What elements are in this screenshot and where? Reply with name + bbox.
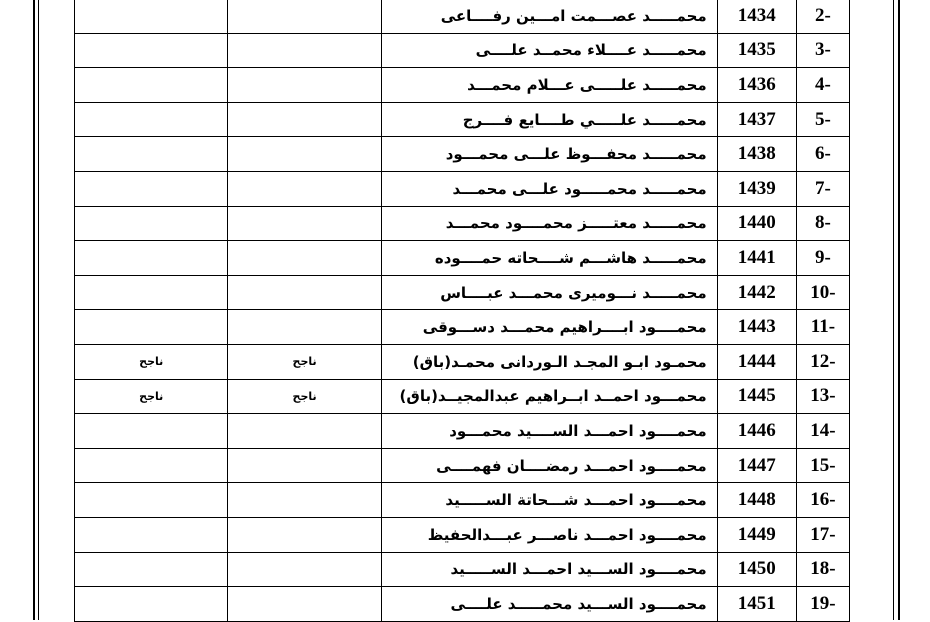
student-name-cell: محمــــود احمـــد رمضــــان فهمــــى [381,448,717,483]
page-border-right-inner [893,0,894,620]
table-row [75,587,850,622]
student-name-cell: محمـــــد عــــلاء محمــد علــــى [381,33,717,68]
result-cell-2: ناجح [75,379,228,414]
seat-number-cell: 1450 [717,552,796,587]
result-cell-1 [228,137,381,172]
result-cell-1 [228,206,381,241]
seat-number-cell: 1441 [717,241,796,276]
student-name-cell: محمـــود احمــد ابــراهيم عبدالمجيــد(باق) [381,379,717,414]
seat-number-cell: 1442 [717,275,796,310]
page-border-left-inner [38,0,39,620]
result-cell-1 [228,310,381,345]
student-name-cell: محمــــود ابــــراهيم محمـــد دســـوقى [381,310,717,345]
seat-number-cell: 1447 [717,448,796,483]
result-cell-2 [75,587,228,622]
row-number-cell: -5 [796,102,849,137]
row-number-cell: -12 [796,344,849,379]
table-row [75,379,850,414]
row-number-cell: -4 [796,68,849,103]
student-name-cell: محمـود ابـو المجـد الـوردانى محمـد(باق) [381,344,717,379]
table-row [75,137,850,172]
table-row [75,344,850,379]
seat-number-cell: 1434 [717,0,796,33]
table-row [75,68,850,103]
table-row [75,0,850,33]
seat-number-cell: 1445 [717,379,796,414]
table-row [75,241,850,276]
row-number-cell: -19 [796,587,849,622]
student-name-cell: محمـــــد علـــــى عـــلام محمـــد [381,68,717,103]
row-number-cell: -14 [796,414,849,449]
student-name-cell: محمـــــد محفـــوظ علـــى محمـــود [381,137,717,172]
result-cell-1: ناجح [228,344,381,379]
row-number-cell: -17 [796,517,849,552]
student-name-cell: محمـــــد عصـــمت امـــين رفــــاعى [381,0,717,33]
student-name-cell: محمــــود الســـيد احمـــد الســـــيد [381,552,717,587]
row-number-cell: -8 [796,206,849,241]
student-results-body [75,0,850,621]
table-row [75,275,850,310]
result-cell-2 [75,517,228,552]
table-row [75,448,850,483]
seat-number-cell: 1440 [717,206,796,241]
result-cell-2: ناجح [75,344,228,379]
row-number-cell: -3 [796,33,849,68]
page-border-left [33,0,35,620]
table-row [75,102,850,137]
row-number-cell: -11 [796,310,849,345]
seat-number-cell: 1444 [717,344,796,379]
student-name-cell: محمـــــد نـــوميرى محمـــد عبــــاس [381,275,717,310]
row-number-cell: -2 [796,0,849,33]
student-name-cell: محمــــود احمـــد ناصـــر عبـــدالحفيظ [381,517,717,552]
result-cell-2 [75,414,228,449]
result-cell-1 [228,587,381,622]
result-cell-2 [75,137,228,172]
row-number-cell: -7 [796,171,849,206]
row-number-cell: -10 [796,275,849,310]
result-cell-1 [228,33,381,68]
result-cell-2 [75,310,228,345]
student-name-cell: محمــــود احمـــد الســــيد محمـــود [381,414,717,449]
result-cell-2 [75,0,228,33]
seat-number-cell: 1443 [717,310,796,345]
result-cell-2 [75,206,228,241]
result-cell-1 [228,68,381,103]
seat-number-cell: 1446 [717,414,796,449]
result-cell-2 [75,68,228,103]
table-row [75,310,850,345]
row-number-cell: -9 [796,241,849,276]
result-cell-1 [228,0,381,33]
result-cell-2 [75,241,228,276]
row-number-cell: -16 [796,483,849,518]
page-border-right [898,0,900,620]
result-cell-2 [75,171,228,206]
student-name-cell: محمــــود احمـــد شـــحاتة الســـــيد [381,483,717,518]
result-cell-1: ناجح [228,379,381,414]
result-cell-1 [228,241,381,276]
table-row [75,33,850,68]
table-row [75,483,850,518]
seat-number-cell: 1448 [717,483,796,518]
table-row [75,171,850,206]
result-cell-1 [228,483,381,518]
seat-number-cell: 1436 [717,68,796,103]
result-cell-1 [228,171,381,206]
seat-number-cell: 1451 [717,587,796,622]
student-name-cell: محمـــــد علـــــي طــــايع فــــرج [381,102,717,137]
table-row [75,206,850,241]
row-number-cell: -13 [796,379,849,414]
student-results-table [74,0,850,622]
seat-number-cell: 1439 [717,171,796,206]
result-cell-2 [75,275,228,310]
row-number-cell: -6 [796,137,849,172]
seat-number-cell: 1437 [717,102,796,137]
result-cell-1 [228,275,381,310]
table-row [75,414,850,449]
result-cell-2 [75,33,228,68]
row-number-cell: -15 [796,448,849,483]
result-cell-1 [228,448,381,483]
result-cell-1 [228,414,381,449]
result-cell-1 [228,552,381,587]
result-cell-2 [75,448,228,483]
table-row [75,517,850,552]
row-number-cell: -18 [796,552,849,587]
result-cell-1 [228,517,381,552]
result-cell-2 [75,552,228,587]
student-name-cell: محمـــــد محمـــــود علـــى محمـــد [381,171,717,206]
table-row [75,552,850,587]
student-name-cell: محمـــــد معتـــــز محمــــود محمـــد [381,206,717,241]
seat-number-cell: 1435 [717,33,796,68]
result-cell-1 [228,102,381,137]
result-cell-2 [75,102,228,137]
seat-number-cell: 1438 [717,137,796,172]
student-name-cell: محمـــــد هاشـــم شــــحاته حمــــوده [381,241,717,276]
result-cell-2 [75,483,228,518]
seat-number-cell: 1449 [717,517,796,552]
student-name-cell: محمــــود الســـيد محمـــــد علــــى [381,587,717,622]
